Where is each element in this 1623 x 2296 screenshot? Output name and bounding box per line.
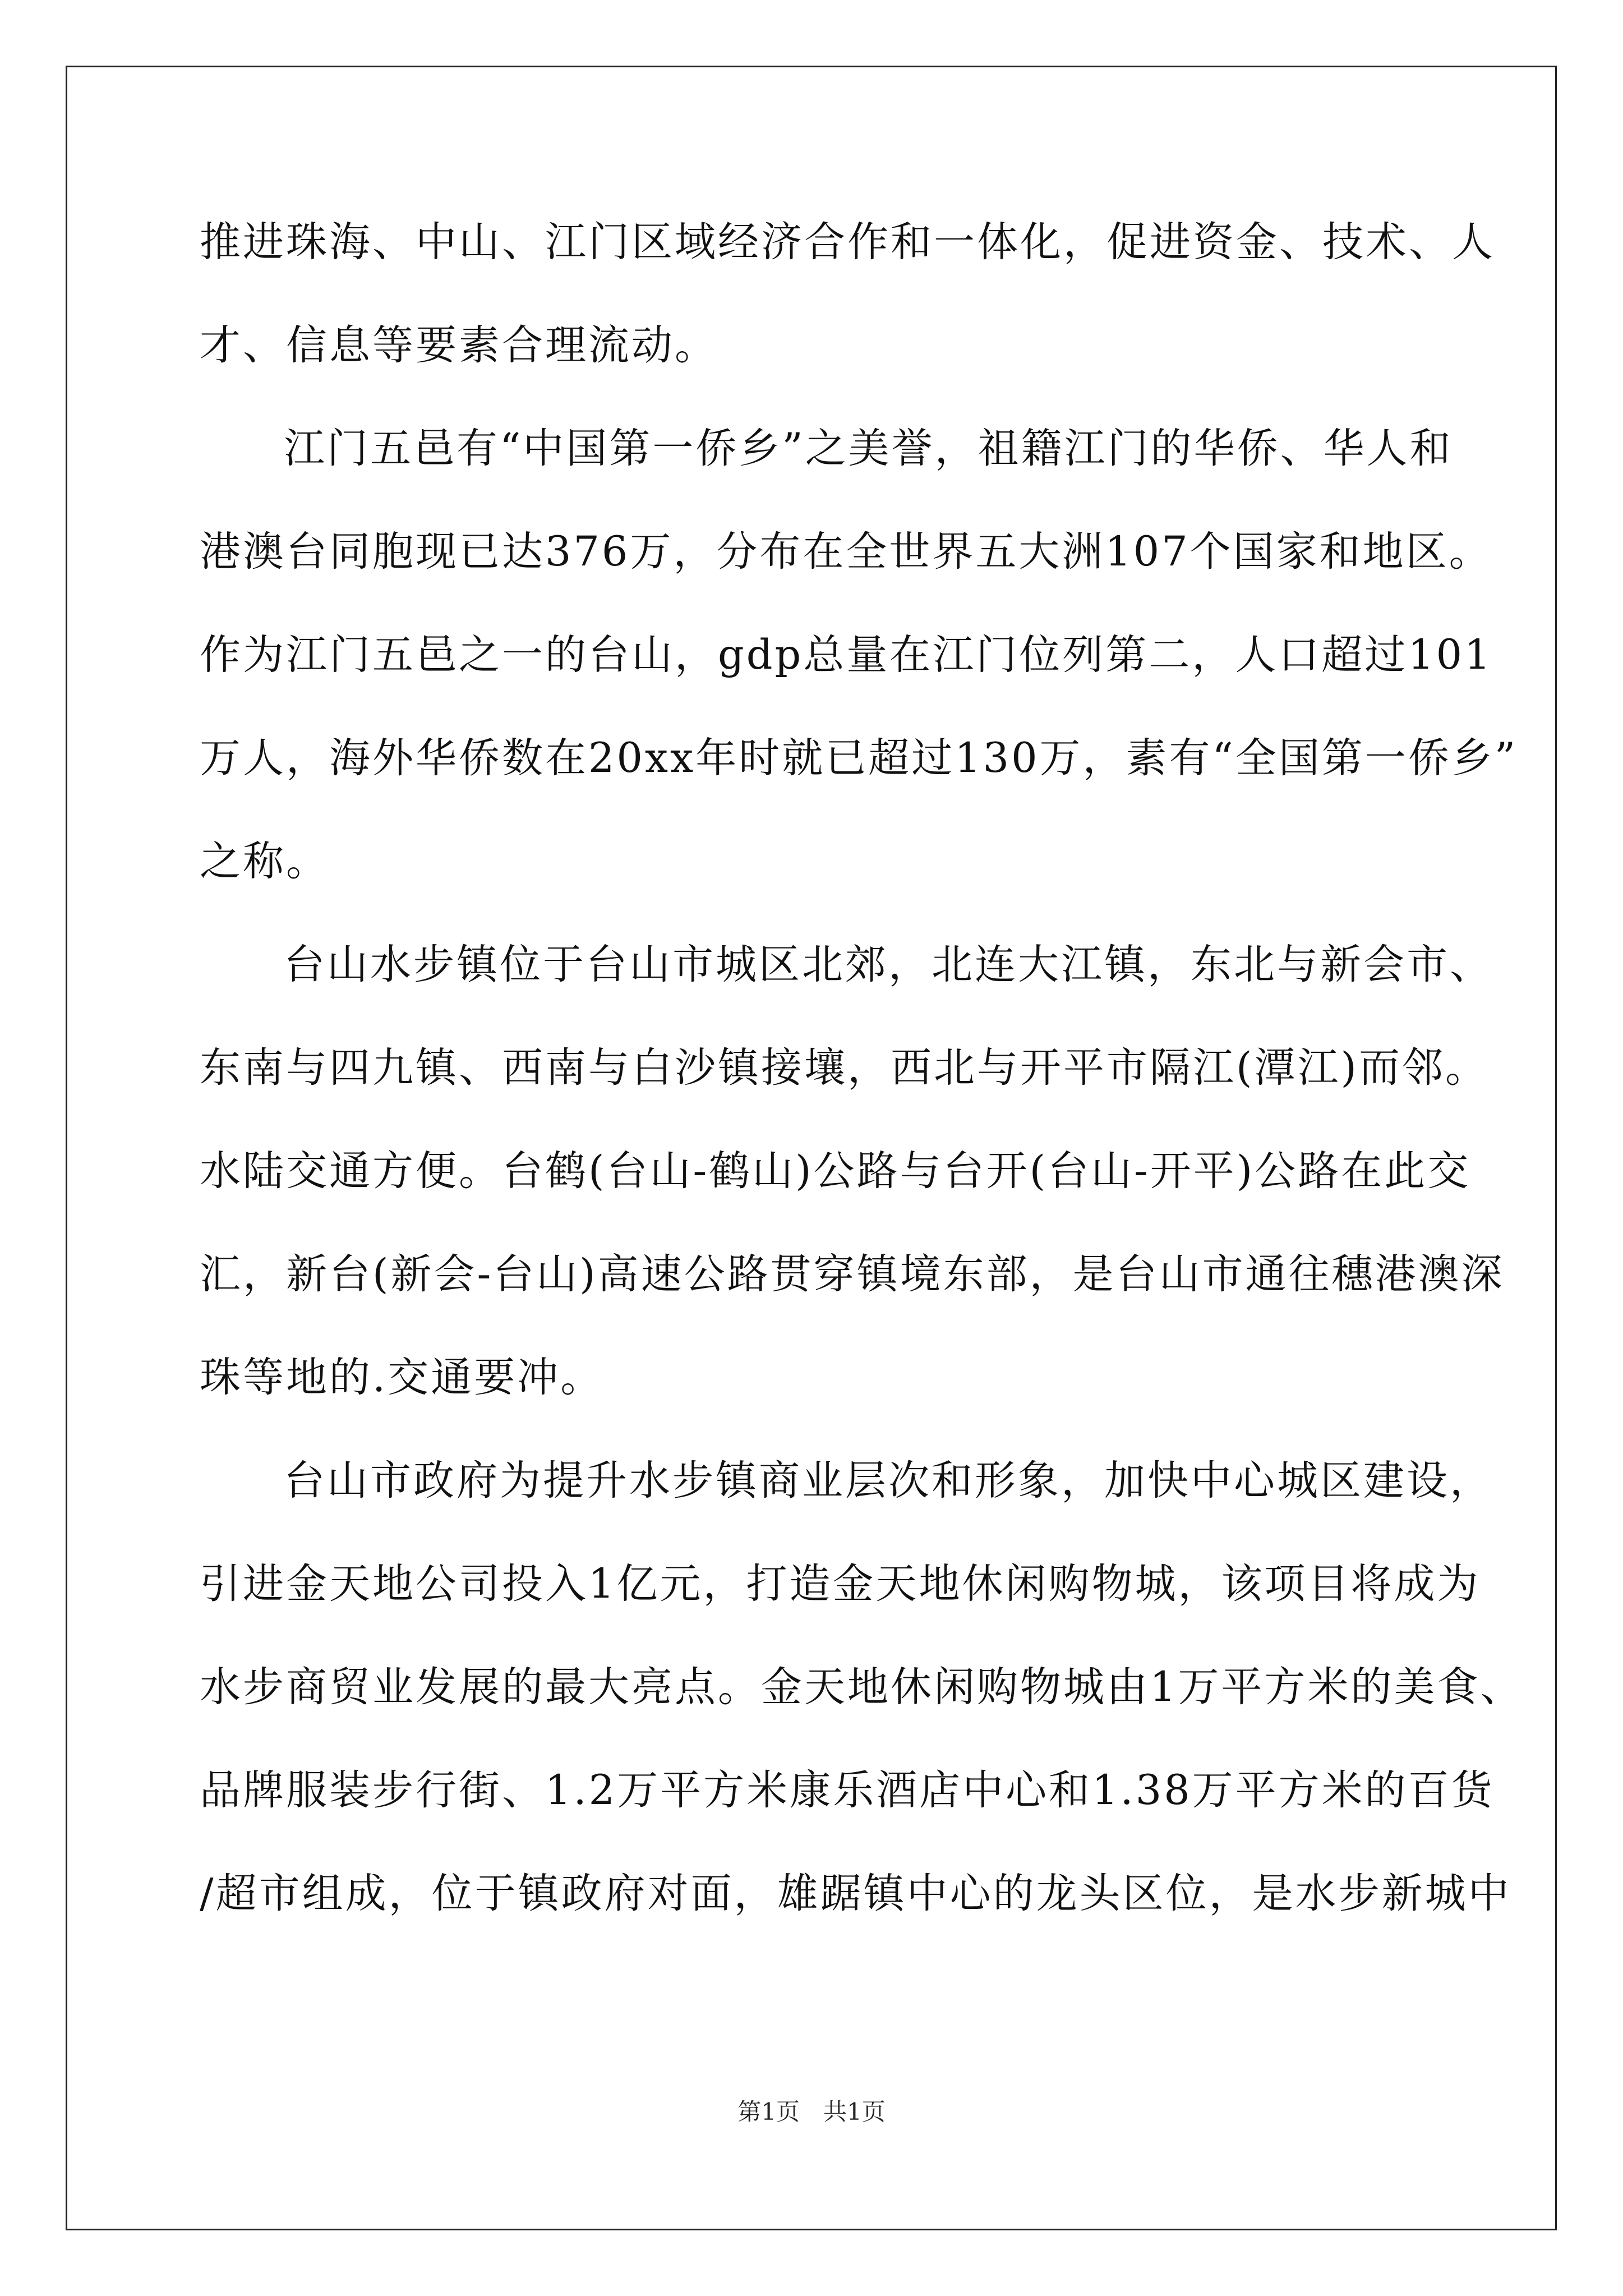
text-line: 水陆交通方便。台鹤(台山-鹤山)公路与台开(台山-开平)公路在此交	[200, 1147, 1471, 1195]
page-number-footer: 第1页 共1页	[737, 2098, 886, 2125]
paragraph-start-line: 江门五邑有“中国第一侨乡”之美誉，祖籍江门的华侨、华人和	[284, 425, 1453, 472]
text-line: 港澳台同胞现已达376万，分布在全世界五大洲107个国家和地区。	[200, 528, 1492, 576]
text-line: 作为江门五邑之一的台山，gdp总量在江门位列第二，人口超过101	[200, 631, 1493, 679]
text-line: 万人，海外华侨数在20xx年时就已超过130万，素有“全国第一侨乡”	[200, 734, 1518, 782]
text-line: 汇，新台(新会-台山)高速公路贯穿镇境东部，是台山市通往穗港澳深	[200, 1250, 1505, 1298]
text-line: 水步商贸业发展的最大亮点。金天地休闲购物城由1万平方米的美食、	[200, 1663, 1524, 1711]
text-line: 引进金天地公司投入1亿元，打造金天地休闲购物城，该项目将成为	[200, 1560, 1481, 1608]
text-line: 才、信息等要素合理流动。	[200, 321, 718, 369]
document-body	[200, 191, 1524, 1945]
paragraph-start-line: 台山水步镇位于台山市城区北郊，北连大江镇，东北与新会市、	[284, 941, 1493, 988]
text-line: 珠等地的.交通要冲。	[200, 1354, 604, 1401]
paragraph-start-line: 台山市政府为提升水步镇商业层次和形象，加快中心城区建设，	[284, 1457, 1493, 1504]
text-line: 之称。	[200, 838, 329, 885]
text-line: /超市组成，位于镇政府对面，雄踞镇中心的龙头区位，是水步新城中	[200, 1870, 1511, 1917]
text-line: 东南与四九镇、西南与白沙镇接壤，西北与开平市隔江(潭江)而邻。	[200, 1044, 1488, 1092]
text-line: 品牌服装步行街、1.2万平方米康乐酒店中心和1.38万平方米的百货	[200, 1766, 1495, 1814]
text-line: 推进珠海、中山、江门区域经济合作和一体化，促进资金、技术、人	[200, 218, 1495, 266]
